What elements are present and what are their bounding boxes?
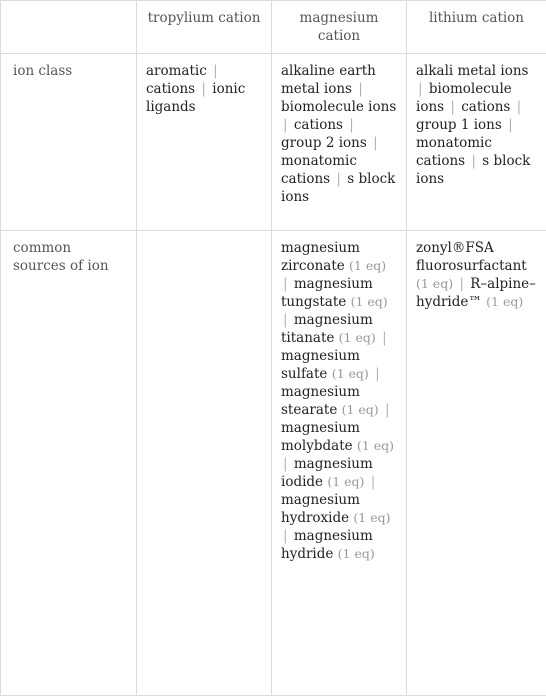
list-item: s block ions bbox=[281, 171, 396, 205]
list-item: magnesium titanate bbox=[281, 312, 373, 346]
separator: | bbox=[375, 366, 380, 382]
separator: | bbox=[373, 135, 378, 151]
separator: | bbox=[201, 81, 206, 97]
list-item: monatomic cations bbox=[281, 153, 357, 187]
list-item: magnesium hydride bbox=[281, 528, 373, 562]
quantity-note: (1 eq) bbox=[337, 546, 375, 561]
list-item: magnesium molybdate bbox=[281, 420, 360, 454]
quantity-note: (1 eq) bbox=[353, 510, 391, 525]
cell-ion-class-magnesium bbox=[272, 54, 407, 231]
cell-ion-class-tropylium bbox=[137, 54, 272, 231]
list-item: alkali metal ions bbox=[416, 63, 529, 79]
table-row bbox=[1, 54, 546, 231]
quantity-note: (1 eq) bbox=[350, 294, 388, 309]
separator: | bbox=[336, 171, 341, 187]
separator: | bbox=[283, 456, 288, 472]
separator: | bbox=[213, 63, 218, 79]
list-item: biomolecule ions bbox=[281, 99, 397, 115]
quantity-note: (1 eq) bbox=[349, 258, 387, 273]
header-row bbox=[1, 1, 546, 54]
corner-cell bbox=[1, 1, 137, 54]
column-header-magnesium-cation: magnesium cation bbox=[272, 1, 407, 54]
quantity-note: (1 eq) bbox=[338, 330, 376, 345]
list-item: magnesium zirconate bbox=[281, 240, 360, 274]
separator: | bbox=[370, 474, 376, 490]
list-item: magnesium sulfate bbox=[281, 348, 360, 382]
quantity-note: (1 eq) bbox=[416, 276, 454, 291]
separator: | bbox=[471, 153, 476, 169]
quantity-note: (1 eq) bbox=[341, 402, 379, 417]
list-item: cations bbox=[461, 99, 511, 115]
list-item: ionic ligands bbox=[146, 81, 246, 115]
list-item: magnesium iodide bbox=[281, 456, 373, 490]
separator: | bbox=[516, 99, 522, 115]
quantity-note: (1 eq) bbox=[356, 438, 395, 453]
separator: | bbox=[358, 81, 363, 97]
cell-sources-magnesium bbox=[272, 231, 407, 696]
table-row bbox=[1, 231, 546, 696]
list-item: magnesium stearate bbox=[281, 384, 360, 418]
list-item: cations bbox=[146, 81, 196, 97]
cell-sources-lithium bbox=[407, 231, 546, 696]
list-item: magnesium hydroxide bbox=[281, 492, 360, 526]
separator: | bbox=[459, 276, 464, 292]
list-item: monatomic cations bbox=[416, 135, 492, 169]
separator: | bbox=[283, 117, 288, 133]
separator: | bbox=[283, 312, 288, 328]
separator: | bbox=[283, 276, 288, 292]
list-item: group 2 ions bbox=[281, 135, 367, 151]
separator: | bbox=[385, 402, 390, 418]
separator: | bbox=[418, 81, 423, 97]
row-label-ion-class: ion class bbox=[1, 54, 137, 231]
list-item: s block ions bbox=[416, 153, 531, 187]
cell-ion-class-lithium bbox=[407, 54, 546, 231]
list-item: group 1 ions bbox=[416, 117, 502, 133]
list-item: biomolecule ions bbox=[416, 81, 512, 115]
separator: | bbox=[283, 528, 288, 544]
quantity-note: (1 eq) bbox=[331, 366, 369, 381]
list-item: R–alpine–hydride™ bbox=[416, 276, 536, 310]
separator: | bbox=[349, 117, 354, 133]
list-item: magnesium tungstate bbox=[281, 276, 373, 310]
row-label-common-sources: common sources of ion bbox=[1, 231, 137, 696]
list-item: alkaline earth metal ions bbox=[281, 63, 376, 97]
list-item: zonyl®FSA fluorosurfactant bbox=[416, 240, 527, 274]
column-header-tropylium-cation: tropylium cation bbox=[137, 1, 272, 54]
quantity-note: (1 eq) bbox=[327, 474, 365, 489]
quantity-note: (1 eq) bbox=[486, 294, 524, 309]
list-item: aromatic bbox=[146, 63, 207, 79]
separator: | bbox=[382, 330, 387, 346]
list-item: cations bbox=[293, 117, 343, 133]
separator: | bbox=[508, 117, 513, 133]
separator: | bbox=[450, 99, 455, 115]
column-header-lithium-cation: lithium cation bbox=[407, 1, 546, 54]
cell-sources-tropylium bbox=[137, 231, 272, 696]
